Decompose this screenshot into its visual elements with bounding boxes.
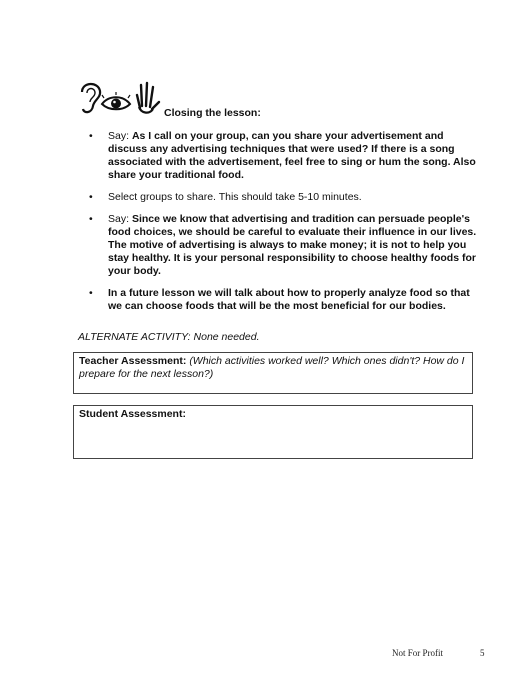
bullet-icon: • xyxy=(89,213,93,225)
senses-icons xyxy=(78,78,162,118)
bullet-list xyxy=(78,130,478,322)
say-label: Say: xyxy=(108,213,132,225)
bullet-text: Since we know that advertising and tradition can persuade people's food choices, we should be careful to evaluate their influence in our lives. The motive of advertising is always to make money; it is not to help you stay healthy. It is your personal responsibility to choose healthy foods for your body. xyxy=(108,213,477,277)
say-label: Say: xyxy=(108,130,132,142)
list-item xyxy=(78,287,478,313)
bullet-text: Select groups to share. This should take 5-10 minutes. xyxy=(108,191,362,203)
teacher-assessment-prompt: (Which activities worked well? Which ones didn't? How do I prepare for the next lesson?) xyxy=(79,355,465,380)
eye-icon xyxy=(102,92,130,109)
student-assessment-box[interactable] xyxy=(73,405,473,459)
list-item xyxy=(78,130,478,182)
alternate-activity: ALTERNATE ACTIVITY: None needed. xyxy=(78,331,260,343)
section-heading: Closing the lesson: xyxy=(164,107,261,119)
list-item xyxy=(78,213,478,278)
hand-icon xyxy=(137,83,159,113)
bullet-icon: • xyxy=(89,130,93,142)
bullet-text: As I call on your group, can you share your advertisement and discuss any advertising techniques that were used? If there is a song associated with the advertisement, feel free to sing or hum the song. Also share your traditional food. xyxy=(108,130,476,181)
teacher-assessment-label: Teacher Assessment: xyxy=(79,355,187,367)
list-item xyxy=(78,191,478,204)
ear-icon xyxy=(82,84,100,112)
page-number: 5 xyxy=(480,648,485,658)
bullet-text: In a future lesson we will talk about how to properly analyze food so that we can choose foods that will be the most beneficial for our bodies. xyxy=(108,287,470,312)
footer-note: Not For Profit xyxy=(392,648,444,658)
teacher-assessment-box[interactable] xyxy=(73,352,473,394)
bullet-icon: • xyxy=(89,191,93,203)
bullet-icon: • xyxy=(89,287,93,299)
student-assessment-label: Student Assessment: xyxy=(79,408,186,420)
